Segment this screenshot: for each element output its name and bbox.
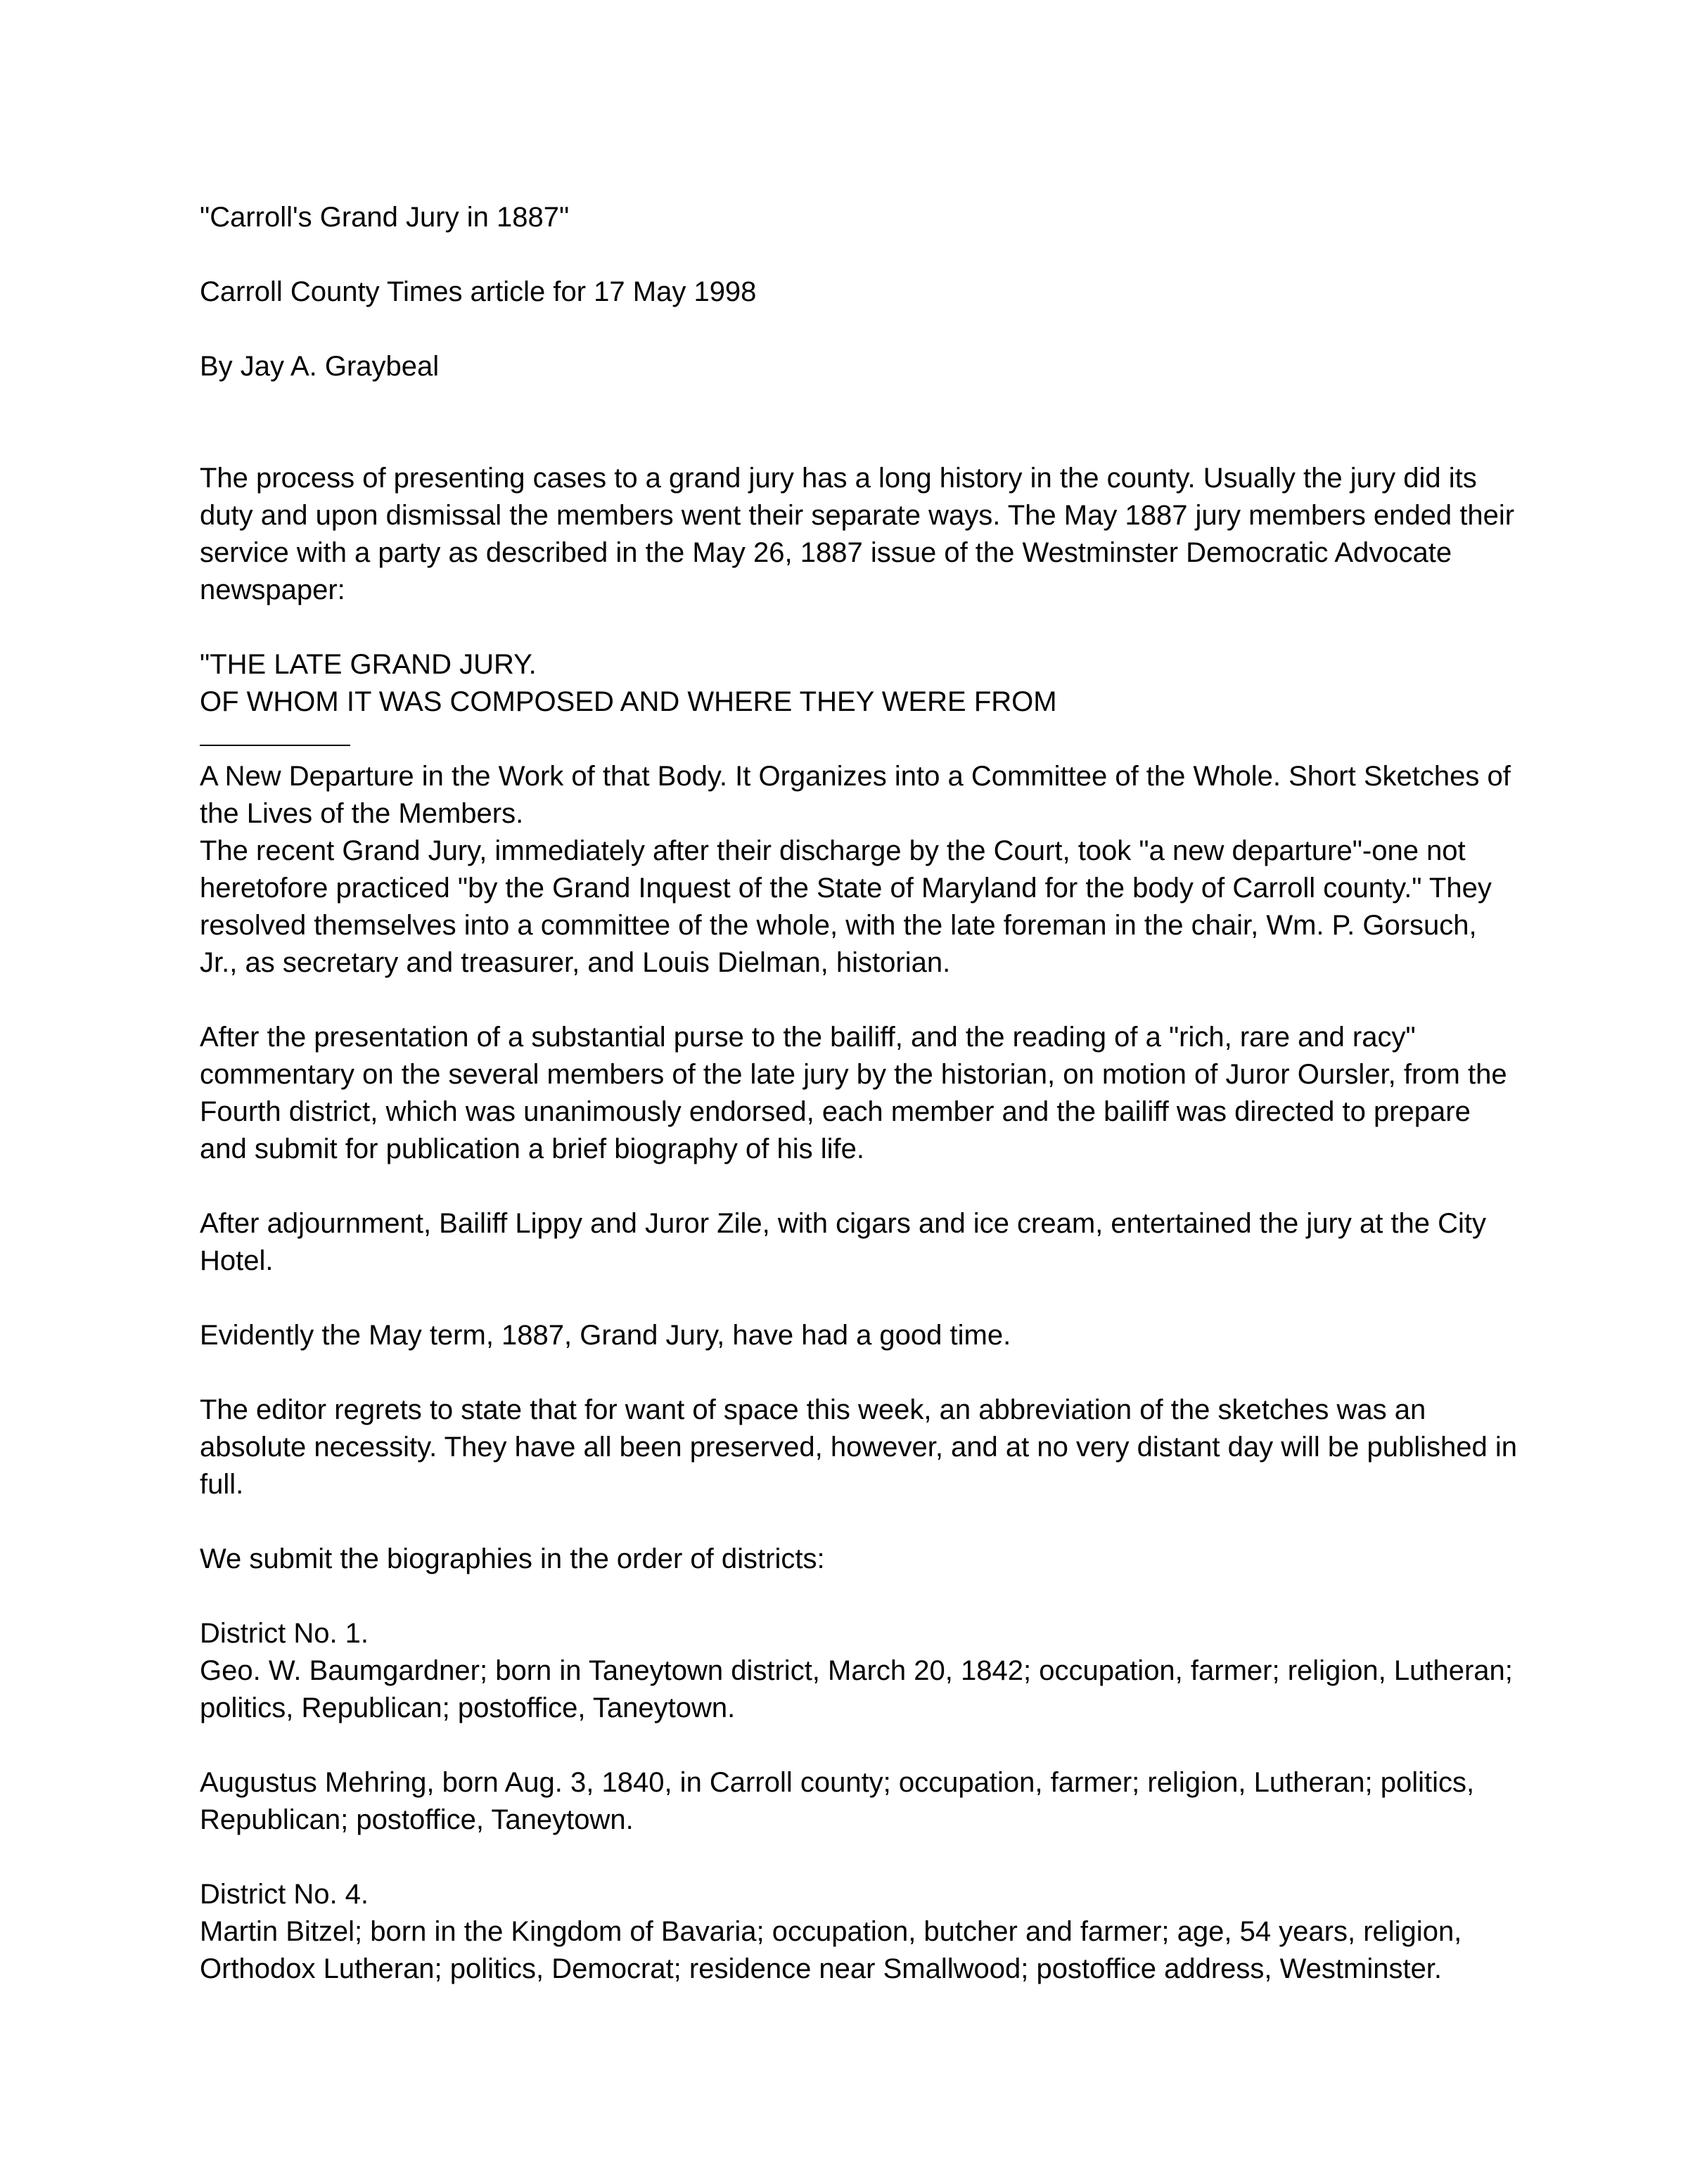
quoted-paragraph: The recent Grand Jury, immediately after their discharge by the Court, took "a new departure"-one not heretofore practiced "by the Grand Inquest of the State of Maryland for the body of Carroll county." They resolved themselves into a committee of the whole, with the late foreman in the chair, Wm. P. Gorsuch, Jr., as secretary and treasurer, and Louis Dielman, historian. (200, 835, 1492, 978)
district-heading: District No. 1. (200, 1618, 369, 1649)
juror-biography: Augustus Mehring, born Aug. 3, 1840, in Carroll county; occupation, farmer; religion, Lutheran; politics, Republican; postoffice, Taneytown. (200, 1767, 1475, 1835)
article-byline: By Jay A. Graybeal (200, 351, 440, 382)
document-body (200, 199, 1522, 1988)
quoted-headline: "THE LATE GRAND JURY. (200, 649, 537, 680)
divider (200, 745, 350, 746)
quoted-deck: A New Departure in the Work of that Body. It Organizes into a Committee of the Whole. Short Sketches of the Lives of the Members. (200, 761, 1511, 829)
district-heading: District No. 4. (200, 1879, 369, 1910)
article-title: "Carroll's Grand Jury in 1887" (200, 202, 570, 233)
juror-biography: Geo. W. Baumgardner; born in Taneytown district, March 20, 1842; occupation, farmer; religion, Lutheran; politics, Republican; postoffice, Taneytown. (200, 1655, 1513, 1723)
quoted-paragraph: After adjournment, Bailiff Lippy and Juror Zile, with cigars and ice cream, entertained the jury at the City Hotel. (200, 1208, 1487, 1276)
quoted-paragraph: After the presentation of a substantial purse to the bailiff, and the reading of a "rich, rare and racy" commentary on the several members of the late jury by the historian, on motion of Juror Oursler, from the Fourth district, which was unanimously endorsed, each member and the bailiff was directed to prepare and submit for publication a brief biography of his life. (200, 1022, 1507, 1164)
quoted-subheadline: OF WHOM IT WAS COMPOSED AND WHERE THEY WERE FROM (200, 686, 1057, 717)
intro-paragraph: The process of presenting cases to a grand jury has a long history in the county. Usually the jury did its duty and upon dismissal the members went their separate ways. The May 1887 jury members ended their service with a party as described in the May 26, 1887 issue of the Westminster Democratic Advocate newspaper: (200, 463, 1515, 605)
quoted-paragraph: The editor regrets to state that for want of space this week, an abbreviation of the sketches was an absolute necessity. They have all been preserved, however, and at no very distant day will be published in full. (200, 1394, 1517, 1500)
article-source: Carroll County Times article for 17 May 1998 (200, 276, 757, 307)
quoted-paragraph: We submit the biographies in the order of districts: (200, 1543, 825, 1574)
quoted-paragraph: Evidently the May term, 1887, Grand Jury, have had a good time. (200, 1320, 1011, 1351)
headline-rule (200, 721, 1522, 758)
juror-biography: Martin Bitzel; born in the Kingdom of Bavaria; occupation, butcher and farmer; age, 54 years, religion, Orthodox Lutheran; politics, Democrat; residence near Smallwood; postoffice address, Westminster. (200, 1916, 1462, 1984)
